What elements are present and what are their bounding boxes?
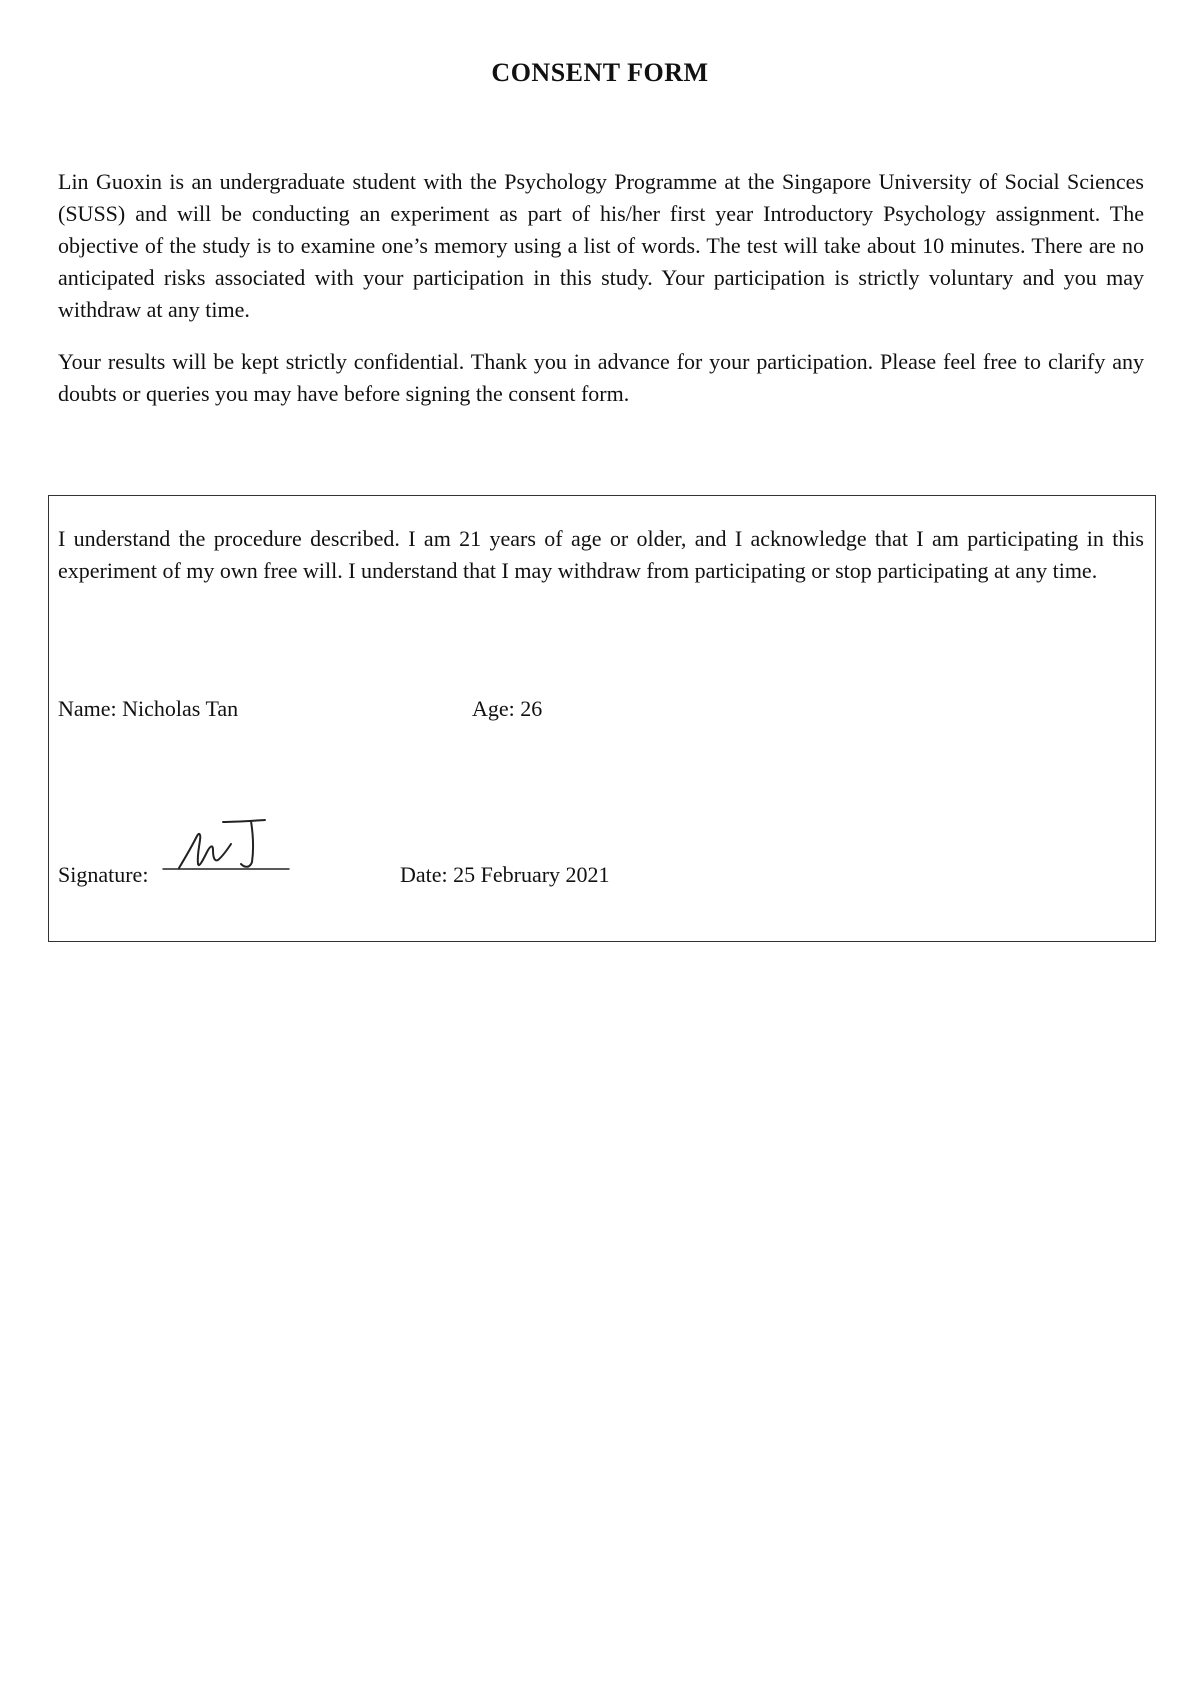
intro-paragraph-study-description: Lin Guoxin is an undergraduate student with the Psychology Programme at the Singapore University of Social Sciences (SUSS) and will be conducting an experiment as part of his/her first year Introductory Psychology assignment. The objective of the study is to examine one’s memory using a list of words. The test will take about 10 minutes. There are no anticipated risks associated with your participation in this study. Your participation is strictly voluntary and you may withdraw at any time. <box>58 169 1144 322</box>
signature-date: Date: 25 February 2021 <box>400 862 610 887</box>
form-title: CONSENT FORM <box>491 58 709 87</box>
intro-section <box>58 166 1144 430</box>
intro-paragraph-confidentiality: Your results will be kept strictly confidential. Thank you in advance for your participation. Please feel free to clarify any doubts or queries you may have before signing the consent form. <box>58 349 1144 406</box>
participant-name: Name: Nicholas Tan <box>58 696 239 721</box>
participant-age: Age: 26 <box>472 696 543 721</box>
signature-label: Signature: <box>58 862 149 887</box>
consent-statement: I understand the procedure described. I am 21 years of age or older, and I acknowledge that I am participating in this experiment of my own free will. I understand that I may withdraw from participating or stop participating at any time. <box>58 526 1144 583</box>
consent-declaration-box <box>48 495 1156 942</box>
handwritten-signature <box>161 814 291 874</box>
